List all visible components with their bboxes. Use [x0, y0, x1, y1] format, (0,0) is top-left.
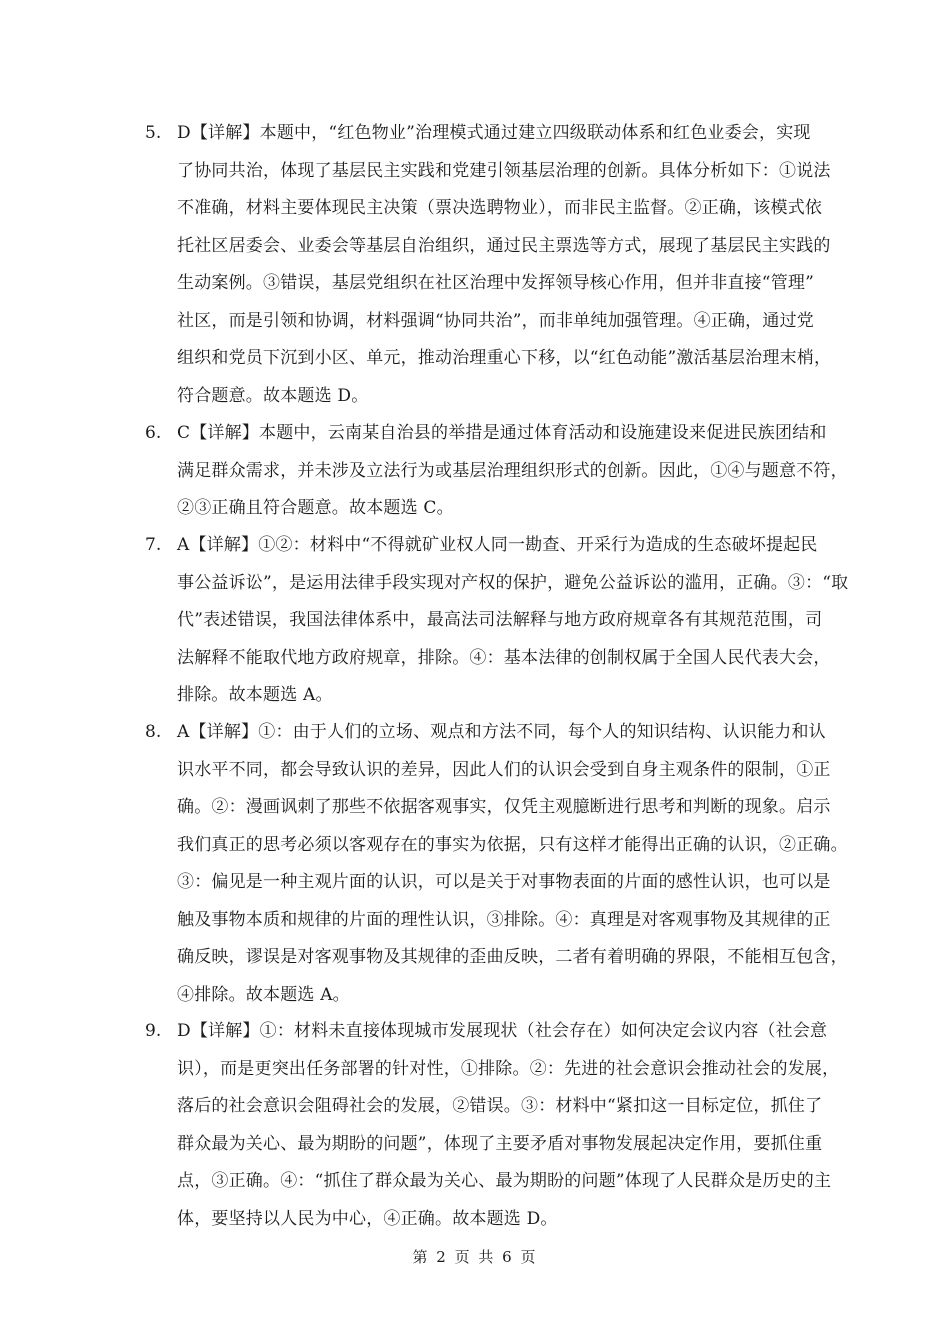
text-line: 社区，而是引领和协调，材料强调“协同共治”，而非单纯加强管理。④正确，通过党	[177, 310, 814, 331]
text-line: 我们真正的思考必须以客观存在的事实为依据，只有这样才能得出正确的认识，②正确。	[177, 834, 848, 855]
item-text	[177, 714, 848, 1014]
text-line: ②③正确且符合题意。故本题选 C。	[177, 498, 454, 518]
text-line: 符合题意。故本题选 D。	[177, 385, 369, 406]
text-line: 识水平不同，都会导致认识的差异，因此人们的认识会受到自身主观条件的限制，①正	[177, 759, 831, 780]
text-line: A【详解】①②：材料中“不得就矿业权人同一勘查、开采行为造成的生态破坏提起民	[177, 535, 818, 555]
text-line: 点，③正确。④：“抓住了群众最为关心、最为期盼的问题”体现了人民群众是历史的主	[177, 1171, 832, 1191]
text-line: 排除。故本题选 A。	[177, 685, 333, 705]
item-number: 6.	[145, 423, 162, 443]
item-text	[177, 115, 832, 415]
text-line: D【详解】①：材料未直接体现城市发展现状（社会存在）如何决定会议内容（社会意	[177, 1021, 828, 1041]
text-line: 生动案例。③错误，基层党组织在社区治理中发挥领导核心作用，但并非直接“管理”	[177, 273, 814, 293]
text-line: 不准确，材料主要体现民主决策（票决选聘物业），而非民主监督。②正确，该模式依	[177, 198, 823, 218]
item-number: 7.	[145, 535, 162, 555]
text-line: 落后的社会意识会阻碍社会的发展，②错误。③：材料中“紧扣这一目标定位，抓住了	[177, 1096, 823, 1116]
item-text	[177, 415, 848, 528]
item-text	[177, 1013, 840, 1238]
item-text	[177, 527, 849, 715]
text-line: 事公益诉讼”，是运用法律手段实现对产权的保护，避免公益诉讼的滥用，正确。③：“取	[177, 572, 849, 593]
page-footer: 第 2 页 共 6 页	[412, 1248, 538, 1266]
item-number: 8.	[145, 722, 162, 742]
text-line: 了协同共治，体现了基层民主实践和党建引领基层治理的创新。具体分析如下：①说法	[177, 160, 831, 181]
text-line: 识），而是更突出任务部署的针对性，①排除。②：先进的社会意识会推动社会的发展，	[177, 1058, 840, 1079]
item-number: 5.	[145, 123, 162, 143]
text-line: C【详解】本题中，云南某自治县的举措是通过体育活动和设施建设来促进民族团结和	[177, 423, 827, 443]
text-line: D【详解】本题中，“红色物业”治理模式通过建立四级联动体系和红色业委会，实现	[177, 123, 811, 143]
text-line: A【详解】①：由于人们的立场、观点和方法不同，每个人的知识结构、认识能力和认	[177, 722, 826, 742]
text-line: 法解释不能取代地方政府规章，排除。④：基本法律的创制权属于全国人民代表大会，	[177, 647, 831, 668]
text-line: 触及事物本质和规律的片面的理性认识，③排除。④：真理是对客观事物及其规律的正	[177, 909, 831, 930]
text-line: 群众最为关心、最为期盼的问题”，体现了主要矛盾对事物发展起决定作用，要抓住重	[177, 1133, 823, 1154]
text-line: 确。②：漫画讽刺了那些不依据客观事实，仅凭主观臆断进行思考和判断的现象。启示	[177, 797, 831, 817]
text-line: ③：偏见是一种主观片面的认识，可以是关于对事物表面的片面的感性认识，也可以是	[177, 872, 831, 892]
text-line: ④排除。故本题选 A。	[177, 984, 350, 1005]
text-line: 满足群众需求，并未涉及立法行为或基层治理组织形式的创新。因此，①④与题意不符，	[177, 460, 848, 481]
text-line: 体，要坚持以人民为中心，④正确。故本题选 D。	[177, 1208, 558, 1229]
text-line: 组织和党员下沉到小区、单元，推动治理重心下移，以“红色动能”激活基层治理末梢，	[177, 348, 832, 368]
item-number: 9.	[145, 1021, 162, 1041]
text-line: 托社区居委会、业委会等基层自治组织，通过民主票选等方式，展现了基层民主实践的	[177, 235, 831, 256]
text-line: 代”表述错误，我国法律体系中，最高法司法解释与地方政府规章各有其规范范围，司	[177, 610, 823, 630]
text-line: 确反映，谬误是对客观事物及其规律的歪曲反映，二者有着明确的界限，不能相互包含，	[177, 947, 848, 967]
